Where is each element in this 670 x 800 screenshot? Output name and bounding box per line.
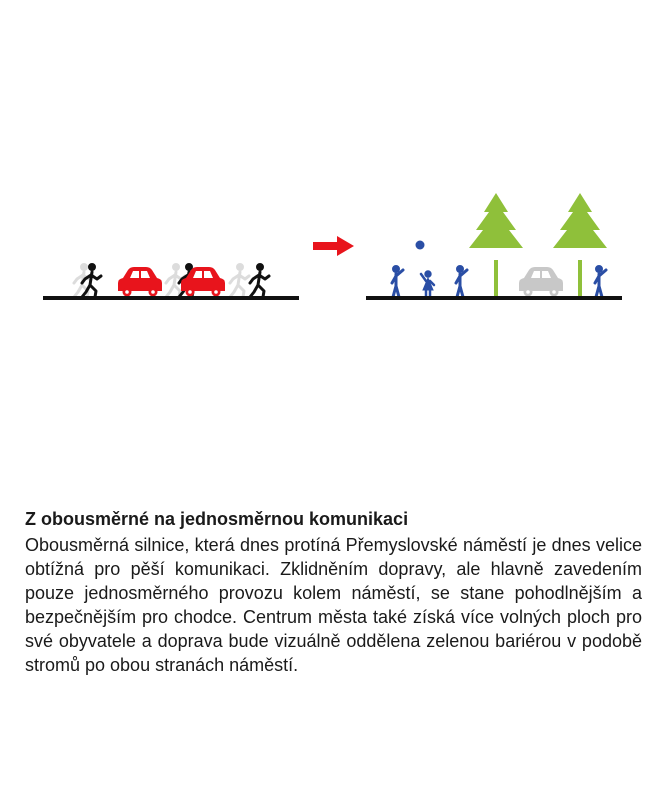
after-scene xyxy=(366,193,622,300)
person-waving-icon xyxy=(456,266,467,298)
before-scene xyxy=(43,264,299,301)
ball-icon xyxy=(416,241,425,250)
description-block xyxy=(25,507,642,677)
person-waving-icon xyxy=(392,266,403,298)
arrow-right-icon xyxy=(313,236,354,256)
street-diagram xyxy=(0,180,670,320)
car-icon xyxy=(118,267,162,297)
ground-line xyxy=(366,296,622,300)
person-waving-icon xyxy=(595,266,606,298)
section-heading: Z obousměrné na jednosměrnou komunikaci xyxy=(25,509,409,529)
tree-icon xyxy=(469,193,523,298)
description-text: Obousměrná silnice, která dnes protíná Přemyslovské náměstí je dnes velice obtížná pro pěší komunikaci. Zklidněním dopravy, ale hlavně zavedením pouze jednosměrného provozu kolem náměstí, se stane pohodlnějším a bezpečnějším pro chodce. Centrum města také získá více volných ploch pro své obyvatele a doprava bude vizuálně oddělena zelenou bariérou v podobě stromů po obou stranách náměstí. xyxy=(25,535,642,675)
ground-line xyxy=(43,296,299,300)
car-icon xyxy=(181,267,225,297)
child-icon xyxy=(421,271,434,297)
running-pedestrian-icon xyxy=(250,264,269,298)
car-icon xyxy=(519,267,563,297)
